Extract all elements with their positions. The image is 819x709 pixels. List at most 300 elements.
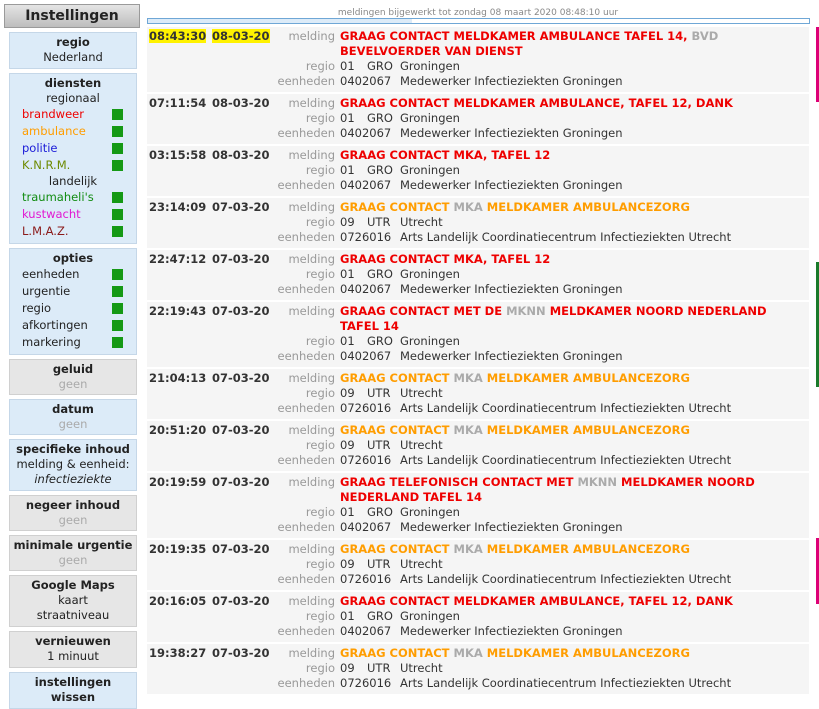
regio-code: 09 xyxy=(340,215,355,229)
toggle-checkbox[interactable] xyxy=(112,303,123,314)
eenheden-line xyxy=(147,282,809,297)
regio-abbr: GRO xyxy=(367,609,393,623)
toggle-checkbox[interactable] xyxy=(112,209,123,220)
message-text-segment: MKA xyxy=(453,200,483,214)
eenheden-line xyxy=(147,74,809,89)
message-time: 07:11:54 xyxy=(149,96,207,110)
regio-abbr: UTR xyxy=(367,661,391,675)
regio-code: 01 xyxy=(340,111,355,125)
option-label: eenheden xyxy=(22,267,80,281)
regio-code: 01 xyxy=(340,334,355,348)
message-line xyxy=(147,148,809,163)
message-time: 19:38:27 xyxy=(149,646,207,660)
message-text xyxy=(340,423,809,438)
geluid-title: geluid xyxy=(52,362,94,376)
service-regional-label: K.N.R.M. xyxy=(22,158,71,172)
message-entry[interactable] xyxy=(147,473,809,540)
diensten-title: diensten xyxy=(44,76,102,90)
spacer xyxy=(212,334,275,349)
urgentie-value: geen xyxy=(58,553,88,567)
regio-label: regio xyxy=(305,438,335,452)
message-text-segment: MELDKAMER NOORD NEDERLAND TAFEL 14 xyxy=(340,304,767,333)
regio-label: regio xyxy=(305,557,335,571)
eenheden-line xyxy=(147,230,809,245)
regio-line xyxy=(147,215,809,230)
eenheden-label: eenheden xyxy=(277,520,335,534)
regio-line xyxy=(147,661,809,676)
spacer xyxy=(147,230,212,245)
message-text-segment: MKA xyxy=(453,542,483,556)
regio-code: 09 xyxy=(340,661,355,675)
message-text-segment: BEVELVOERDER VAN DIENST xyxy=(340,44,523,58)
regio-label: regio xyxy=(305,267,335,281)
refresh-progress-fill xyxy=(148,19,412,23)
toggle-checkbox[interactable] xyxy=(112,226,123,237)
message-text xyxy=(340,252,809,267)
spacer xyxy=(147,59,212,74)
eenheden-label: eenheden xyxy=(277,178,335,192)
toggle-checkbox[interactable] xyxy=(112,286,123,297)
unit-id: 0726016 xyxy=(340,676,392,690)
regio-name: Utrecht xyxy=(400,215,443,229)
toggle-checkbox[interactable] xyxy=(112,269,123,280)
refresh-progress-bar xyxy=(147,18,810,24)
national-label: landelijk xyxy=(48,174,98,188)
melding-label: melding xyxy=(288,252,335,266)
toggle-checkbox[interactable] xyxy=(112,126,123,137)
unit-name: Medewerker Infectieziekten Groningen xyxy=(400,74,623,88)
regio-name: Groningen xyxy=(400,334,460,348)
eenheden-line xyxy=(147,178,809,193)
message-text-segment: GRAAG CONTACT MKA, TAFEL 12 xyxy=(340,148,551,162)
message-time: 20:51:20 xyxy=(149,423,207,437)
opties-title: opties xyxy=(52,251,94,265)
regio-setting[interactable] xyxy=(9,32,137,69)
option-label: afkortingen xyxy=(22,318,88,332)
regio-name: Utrecht xyxy=(400,557,443,571)
eenheden-line xyxy=(147,624,809,639)
regio-line xyxy=(147,267,809,282)
spacer xyxy=(147,178,212,193)
regio-abbr: GRO xyxy=(367,334,393,348)
spacer xyxy=(212,386,275,401)
eenheden-label: eenheden xyxy=(277,126,335,140)
unit-name: Arts Landelijk Coordinatiecentrum Infectieziekten Utrecht xyxy=(400,676,732,690)
spacer xyxy=(147,74,212,89)
maps-line2: straatniveau xyxy=(36,608,110,622)
unit-name: Medewerker Infectieziekten Groningen xyxy=(400,282,623,296)
regio-name: Utrecht xyxy=(400,386,443,400)
unit-id: 0726016 xyxy=(340,401,392,415)
spacer xyxy=(147,267,212,282)
message-line xyxy=(147,475,809,505)
eenheden-line xyxy=(147,401,809,416)
eenheden-label: eenheden xyxy=(277,676,335,690)
spacer xyxy=(212,438,275,453)
eenheden-label: eenheden xyxy=(277,349,335,363)
melding-label: melding xyxy=(288,594,335,608)
regio-line xyxy=(147,163,809,178)
message-time: 22:19:43 xyxy=(149,304,207,318)
regio-value: Nederland xyxy=(43,50,103,64)
message-date: 07-03-20 xyxy=(212,475,270,489)
melding-label: melding xyxy=(288,96,335,110)
melding-label: melding xyxy=(288,646,335,660)
regio-code: 09 xyxy=(340,386,355,400)
spacer xyxy=(212,126,275,141)
unit-name: Arts Landelijk Coordinatiecentrum Infectieziekten Utrecht xyxy=(400,453,732,467)
datum-setting[interactable] xyxy=(9,399,137,435)
unit-id: 0726016 xyxy=(340,453,392,467)
urgentie-setting[interactable] xyxy=(9,535,137,571)
service-national-label: kustwacht xyxy=(22,207,81,221)
message-text-segment: GRAAG CONTACT MKA, TAFEL 12 xyxy=(340,252,551,266)
service-regional-0[interactable] xyxy=(10,106,136,123)
message-text xyxy=(340,542,809,557)
datum-title: datum xyxy=(52,402,94,416)
regio-code: 01 xyxy=(340,59,355,73)
regio-line xyxy=(147,334,809,349)
message-time: 20:19:59 xyxy=(149,475,207,489)
regio-label: regio xyxy=(305,59,335,73)
spacer xyxy=(147,111,212,126)
message-time: 23:14:09 xyxy=(149,200,207,214)
regio-label: regio xyxy=(305,334,335,348)
message-entry[interactable] xyxy=(147,146,809,198)
regio-line xyxy=(147,557,809,572)
eenheden-label: eenheden xyxy=(277,572,335,586)
settings-sidebar xyxy=(4,4,140,704)
regio-label: regio xyxy=(305,215,335,229)
spacer xyxy=(147,215,212,230)
message-entry[interactable] xyxy=(147,27,809,94)
diensten-setting xyxy=(9,73,137,244)
service-regional-label: politie xyxy=(22,141,58,155)
maps-setting[interactable] xyxy=(9,575,137,627)
vernieuwen-setting[interactable] xyxy=(9,631,137,668)
eenheden-line xyxy=(147,676,809,691)
option-3[interactable] xyxy=(10,317,136,334)
message-text xyxy=(340,96,809,111)
spacer xyxy=(212,282,275,297)
spacer xyxy=(212,505,275,520)
melding-label: melding xyxy=(288,29,335,43)
negeer-value: geen xyxy=(58,513,88,527)
regio-code: 09 xyxy=(340,557,355,571)
message-text-segment: GRAAG CONTACT MET DE xyxy=(340,304,507,318)
toggle-checkbox[interactable] xyxy=(112,143,123,154)
option-4[interactable] xyxy=(10,334,136,351)
unit-id: 0726016 xyxy=(340,230,392,244)
message-entry[interactable] xyxy=(147,592,809,644)
melding-label: melding xyxy=(288,148,335,162)
regional-label: regionaal xyxy=(46,91,100,105)
message-date: 07-03-20 xyxy=(212,646,270,660)
maps-line1: kaart xyxy=(58,593,88,607)
message-text xyxy=(340,371,809,386)
regio-line xyxy=(147,438,809,453)
message-text-segment: MELDKAMER AMBULANCEZORG xyxy=(482,646,690,660)
regio-abbr: GRO xyxy=(367,505,393,519)
regio-code: 01 xyxy=(340,505,355,519)
message-text xyxy=(340,304,809,334)
spacer xyxy=(147,334,212,349)
spacer xyxy=(212,74,275,89)
regio-label: regio xyxy=(305,111,335,125)
eenheden-label: eenheden xyxy=(277,282,335,296)
geluid-setting[interactable] xyxy=(9,359,137,395)
message-text-segment: MELDKAMER AMBULANCEZORG xyxy=(482,542,690,556)
spacer xyxy=(212,230,275,245)
update-status: meldingen bijgewerkt tot zondag 08 maart 2020 08:48:10 uur xyxy=(337,8,619,18)
unit-id: 0402067 xyxy=(340,178,392,192)
service-national-0[interactable] xyxy=(10,189,136,206)
regio-abbr: UTR xyxy=(367,438,391,452)
spacer xyxy=(212,624,275,639)
message-text-segment: MELDKAMER AMBULANCEZORG xyxy=(482,423,690,437)
unit-id: 0402067 xyxy=(340,282,392,296)
message-date: 07-03-20 xyxy=(212,371,270,385)
message-time xyxy=(147,29,212,59)
spacer xyxy=(147,282,212,297)
unit-id: 0402067 xyxy=(340,520,392,534)
message-text-segment: GRAAG CONTACT xyxy=(340,542,454,556)
message-entry[interactable] xyxy=(147,540,809,592)
specifiek-title: specifieke inhoud xyxy=(16,442,130,456)
message-text xyxy=(340,646,809,661)
spacer xyxy=(212,401,275,416)
specifiek-setting[interactable] xyxy=(9,439,137,491)
option-0[interactable] xyxy=(10,266,136,283)
eenheden-line xyxy=(147,572,809,587)
service-regional-label: ambulance xyxy=(22,124,86,138)
regio-label: regio xyxy=(305,661,335,675)
message-text-segment: GRAAG CONTACT xyxy=(340,646,454,660)
message-text-segment: MKA xyxy=(453,646,483,660)
spacer xyxy=(212,215,275,230)
message-text-segment: GRAAG CONTACT MELDKAMER AMBULANCE TAFEL 14, xyxy=(340,29,692,43)
message-text-segment: MKNN xyxy=(506,304,546,318)
regio-code: 09 xyxy=(340,438,355,452)
eenheden-label: eenheden xyxy=(277,230,335,244)
message-text-segment: GRAAG TELEFONISCH CONTACT MET xyxy=(340,475,578,489)
regio-code: 01 xyxy=(340,609,355,623)
message-text-segment: MKA xyxy=(453,423,483,437)
regio-name: Groningen xyxy=(400,163,460,177)
unit-id: 0402067 xyxy=(340,74,392,88)
unit-name: Arts Landelijk Coordinatiecentrum Infectieziekten Utrecht xyxy=(400,401,732,415)
toggle-checkbox[interactable] xyxy=(112,109,123,120)
negeer-setting[interactable] xyxy=(9,495,137,531)
spacer xyxy=(147,661,212,676)
unit-id: 0402067 xyxy=(340,624,392,638)
message-time: 20:16:05 xyxy=(149,594,207,608)
regio-line xyxy=(147,111,809,126)
wissen-title-line2: wissen xyxy=(50,690,96,704)
spacer xyxy=(147,453,212,468)
spacer xyxy=(147,609,212,624)
melding-label: melding xyxy=(288,304,335,318)
regio-name: Groningen xyxy=(400,609,460,623)
datum-value: geen xyxy=(58,417,88,431)
message-text-segment: GRAAG CONTACT MELDKAMER AMBULANCE, TAFEL 12, DANK xyxy=(340,594,733,608)
negeer-title: negeer inhoud xyxy=(25,498,121,512)
spacer xyxy=(147,438,212,453)
toggle-checkbox[interactable] xyxy=(112,192,123,203)
message-date: 08-03-20 xyxy=(212,96,270,110)
message-line xyxy=(147,594,809,609)
regio-name: Groningen xyxy=(400,111,460,125)
regio-abbr: GRO xyxy=(367,59,393,73)
regio-line xyxy=(147,386,809,401)
melding-label: melding xyxy=(288,475,335,489)
message-text-segment: GRAAG CONTACT MELDKAMER AMBULANCE, TAFEL 12, DANK xyxy=(340,96,733,110)
unit-name: Medewerker Infectieziekten Groningen xyxy=(400,126,623,140)
specifiek-line1: melding & eenheid: xyxy=(16,457,130,471)
regio-label: regio xyxy=(305,609,335,623)
message-date: 07-03-20 xyxy=(212,594,270,608)
spacer xyxy=(212,267,275,282)
message-line xyxy=(147,304,809,334)
regio-line xyxy=(147,59,809,74)
option-label: markering xyxy=(22,335,81,349)
spacer xyxy=(212,557,275,572)
message-entry[interactable] xyxy=(147,94,809,146)
option-2[interactable] xyxy=(10,300,136,317)
unit-name: Arts Landelijk Coordinatiecentrum Infectieziekten Utrecht xyxy=(400,230,732,244)
unit-name: Medewerker Infectieziekten Groningen xyxy=(400,520,623,534)
regio-code: 01 xyxy=(340,267,355,281)
regio-label: regio xyxy=(305,505,335,519)
unit-name: Medewerker Infectieziekten Groningen xyxy=(400,624,623,638)
opties-setting xyxy=(9,248,137,355)
specifiek-line2: infectieziekte xyxy=(34,472,112,486)
message-entry[interactable] xyxy=(147,369,809,421)
unit-name: Medewerker Infectieziekten Groningen xyxy=(400,349,623,363)
message-date: 07-03-20 xyxy=(212,423,270,437)
message-entry[interactable] xyxy=(147,421,809,473)
service-regional-label: brandweer xyxy=(22,107,84,121)
message-text-segment: MKA xyxy=(453,371,483,385)
message-date: 08-03-20 xyxy=(212,148,270,162)
regio-abbr: UTR xyxy=(367,386,391,400)
message-date: 07-03-20 xyxy=(212,304,270,318)
regio-abbr: UTR xyxy=(367,557,391,571)
service-regional-2[interactable] xyxy=(10,140,136,157)
eenheden-line xyxy=(147,520,809,535)
regio-name: Groningen xyxy=(400,59,460,73)
eenheden-line xyxy=(147,349,809,364)
melding-label: melding xyxy=(288,542,335,556)
spacer xyxy=(147,349,212,364)
spacer xyxy=(147,676,212,691)
message-time: 21:04:13 xyxy=(149,371,207,385)
regio-name: Groningen xyxy=(400,505,460,519)
spacer xyxy=(212,520,275,535)
melding-label: melding xyxy=(288,423,335,437)
spacer xyxy=(147,386,212,401)
spacer xyxy=(147,572,212,587)
time-highlight: 08:43:30 xyxy=(149,29,207,43)
settings-header: Instellingen xyxy=(4,4,140,28)
wissen-button[interactable] xyxy=(9,672,137,709)
message-entry[interactable] xyxy=(147,644,809,696)
message-date: 07-03-20 xyxy=(212,542,270,556)
vernieuwen-value: 1 minuut xyxy=(47,649,99,663)
wissen-title-line1: instellingen xyxy=(34,675,112,689)
spacer xyxy=(212,59,275,74)
maps-title: Google Maps xyxy=(31,578,115,592)
unit-id: 0402067 xyxy=(340,349,392,363)
regio-line xyxy=(147,609,809,624)
toggle-checkbox[interactable] xyxy=(112,337,123,348)
spacer xyxy=(147,520,212,535)
message-entry[interactable] xyxy=(147,302,809,369)
service-national-2[interactable] xyxy=(10,223,136,240)
spacer xyxy=(147,126,212,141)
urgentie-title: minimale urgentie xyxy=(13,538,133,552)
message-text xyxy=(340,200,809,215)
unit-id: 0402067 xyxy=(340,126,392,140)
spacer xyxy=(212,572,275,587)
spacer xyxy=(147,401,212,416)
regio-abbr: GRO xyxy=(367,267,393,281)
message-list xyxy=(147,27,809,696)
spacer xyxy=(212,111,275,126)
message-line xyxy=(147,423,809,438)
message-text xyxy=(340,475,809,505)
spacer xyxy=(212,163,275,178)
message-text xyxy=(340,594,809,609)
message-line xyxy=(147,29,809,59)
spacer xyxy=(212,609,275,624)
melding-label: melding xyxy=(288,200,335,214)
service-national-label: traumaheli's xyxy=(22,190,94,204)
message-line xyxy=(147,371,809,386)
spacer xyxy=(147,557,212,572)
eenheden-label: eenheden xyxy=(277,453,335,467)
unit-id: 0726016 xyxy=(340,572,392,586)
service-regional-3[interactable] xyxy=(10,157,136,174)
option-1[interactable] xyxy=(10,283,136,300)
toggle-checkbox[interactable] xyxy=(112,320,123,331)
eenheden-label: eenheden xyxy=(277,401,335,415)
message-text-segment: GRAAG CONTACT xyxy=(340,371,454,385)
message-line xyxy=(147,542,809,557)
service-national-1[interactable] xyxy=(10,206,136,223)
regio-abbr: GRO xyxy=(367,111,393,125)
date-highlight: 08-03-20 xyxy=(212,29,270,43)
message-line xyxy=(147,252,809,267)
message-text-segment: GRAAG CONTACT xyxy=(340,423,454,437)
message-text-segment: MELDKAMER AMBULANCEZORG xyxy=(482,371,690,385)
option-label: regio xyxy=(22,301,52,315)
toggle-checkbox[interactable] xyxy=(112,160,123,171)
spacer xyxy=(147,624,212,639)
regio-code: 01 xyxy=(340,163,355,177)
message-line xyxy=(147,96,809,111)
service-regional-1[interactable] xyxy=(10,123,136,140)
message-entry[interactable] xyxy=(147,250,809,302)
option-label: urgentie xyxy=(22,284,71,298)
message-time: 20:19:35 xyxy=(149,542,207,556)
message-text-segment: MELDKAMER AMBULANCEZORG xyxy=(482,200,690,214)
message-date: 07-03-20 xyxy=(212,200,270,214)
regio-title: regio xyxy=(56,35,90,49)
message-line xyxy=(147,200,809,215)
message-entry[interactable] xyxy=(147,198,809,250)
message-text-segment: GRAAG CONTACT xyxy=(340,200,454,214)
